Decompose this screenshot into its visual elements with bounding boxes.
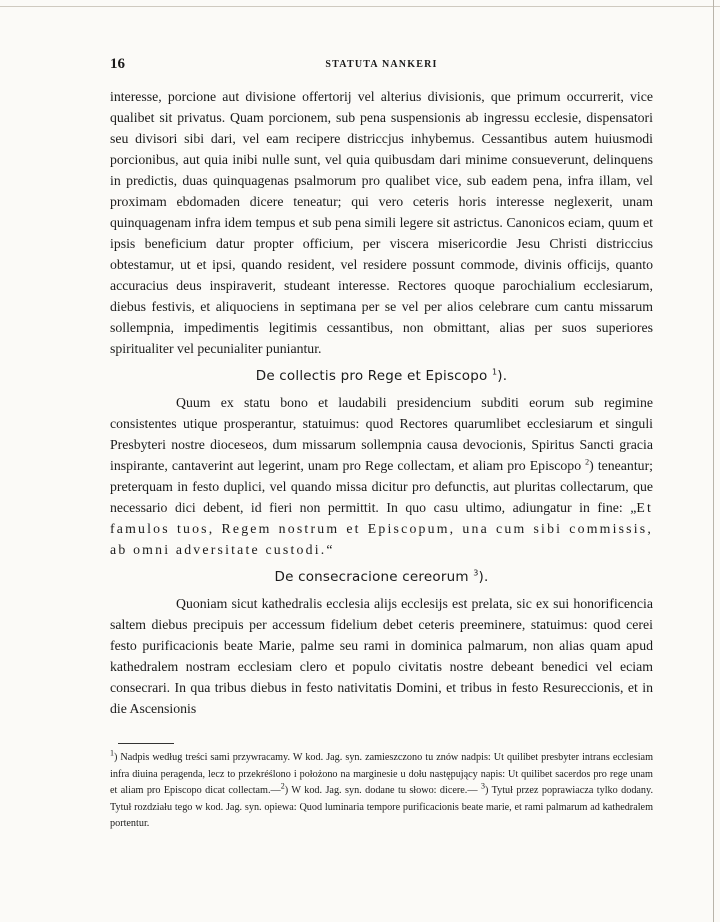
page-number: 16 [110, 56, 125, 72]
paragraph-part: Quum ex statu bono et laudabili presidencium subditi eorum sub regimine consistentes utique prosperantur, statuimus: quod Rectores quarumlibet ecclesiarum et singuli Presbyteri nostre dioceseos, dum missarum sollempnia causa devocionis, Spiritus Sancti gracia inspirante, cantaverint aut legerint, unam pro Rege collectam, et aliam pro Episcopo [110, 395, 653, 473]
footnotes-block [110, 750, 653, 833]
paragraph-collectis [110, 392, 653, 560]
footnote-ref-3[interactable]: 3 [473, 568, 479, 578]
section-heading-collectis [110, 368, 653, 384]
paragraph-continuation: interesse, porcione aut divisione offertorij vel alterius divisionis, que primum occurrerit, vice qualibet sit privatus. Quam porcionem, sub pena suspensionis ab ingressu ecclesie, dispensatori seu divisori sibi dari, vel eam recipere districcjus inhybemus. Cessantibus autem huiusmodi porcionibus, aut quia inibi nulle sunt, vel quia quibusdam dari minime consueverunt, delinquens in predictis, duas quinquagenas psalmorum pro qualibet vice, sub eadem pena, infra illam, vel proximam ebdomaden dicere teneatur; qui vero ceteris horis interesse neglexerit, unam quinquagenam infra idem tempus et sub pena simili legere sit astrictus. Canonicos eciam, quum et ipsis beneficium datur propter officium, per viscera misericordie Jesu Christi districcius obtestamur, ut et ipsi, quando resident, vel residere possunt commode, divinis officijs, quanto accuracius deus inspiraverit, studeant interesse. Rectores quoque parochialium ecclesiarum, diebus festivis, et aliquociens in septimana per se vel per alios celebrare cum cantu missarum sollempnia, impedimentis legitimis cessantibus, non obmittant, alias per suos superiores spiritualiter vel pecunialiter puniantur. [110, 89, 653, 356]
footnote-divider [118, 743, 174, 744]
footnote-ref-2[interactable]: 2 [585, 457, 590, 467]
paragraph-part: ) teneantur; preterquam in festo duplici, vel quando missa dicitur pro defunctis, aut pluritas collectarum, que necessario dici debent, id fieri non permittit. In quo casu ultimo, adiungatur in fine: „ [110, 458, 653, 515]
page-edge-line [713, 0, 714, 922]
footnote-mark-2: 2 [280, 781, 285, 791]
footnote-mark-1: 1 [110, 748, 114, 758]
closing-quote: “ [326, 542, 333, 557]
heading-text: De collectis pro Rege et Episcopo [255, 368, 488, 384]
footnote-2: ) W kod. Jag. syn. dodane tu słowo: dicere.— [284, 785, 478, 796]
heading-text: De consecracione cereorum [274, 569, 469, 585]
running-title: STATUTA NANKERI [325, 59, 438, 70]
footnote-1: ) Nadpis według treści sami przywracamy. W kod. Jag. syn. zamieszczono tu znów nadpis: Ut quilibet presbyter intrans ecclesiam infra diuina peragenda, lecz to przekréślono i położono na marginesie u dołu następujący napis: Ut quilibet sacerdos pro rege unam et aliam pro Episcopo dicat collectam.— [110, 752, 653, 796]
footnote-3: ) Tytuł przez poprawiacza tylko dodany. Tytuł rozdziału tego w kod. Jag. syn. opiewa: Quod luminaria tempore purificacionis beate marie, et rami palmarum ad kathedralem portentur. [110, 785, 654, 829]
heading-close: ). [478, 569, 489, 585]
section-heading-consecracione [110, 569, 653, 585]
footnote-mark-3: 3 [480, 781, 485, 791]
spaced-quotation: Et famulos tuos, Regem nostrum et Episcopum, una cum sibi commissis, ab omni adversitate custodi. [110, 500, 653, 557]
top-edge-line [0, 6, 720, 7]
document-page [110, 56, 653, 833]
paragraph-consecracione: Quoniam sicut kathedralis ecclesia alijs ecclesijs est prelata, sic ex sui honorificencia saltem diebus precipuis per accessum fidelium debet ceteris preeminere, statuimus: quod cerei festo purificacionis beate Marie, palme seu rami in dominica palmarum, non alias quam apud kathedralem nostram ecclesiam clero et populo civitatis nostre debeant benedici vel eciam consecrari. In qua tribus diebus in festo nativitatis Domini, et tribus in festo Resureccionis, et in die Ascensionis [110, 596, 653, 716]
page-header [110, 56, 653, 78]
footnote-ref-1[interactable]: 1 [492, 367, 498, 377]
heading-close: ). [497, 368, 508, 384]
